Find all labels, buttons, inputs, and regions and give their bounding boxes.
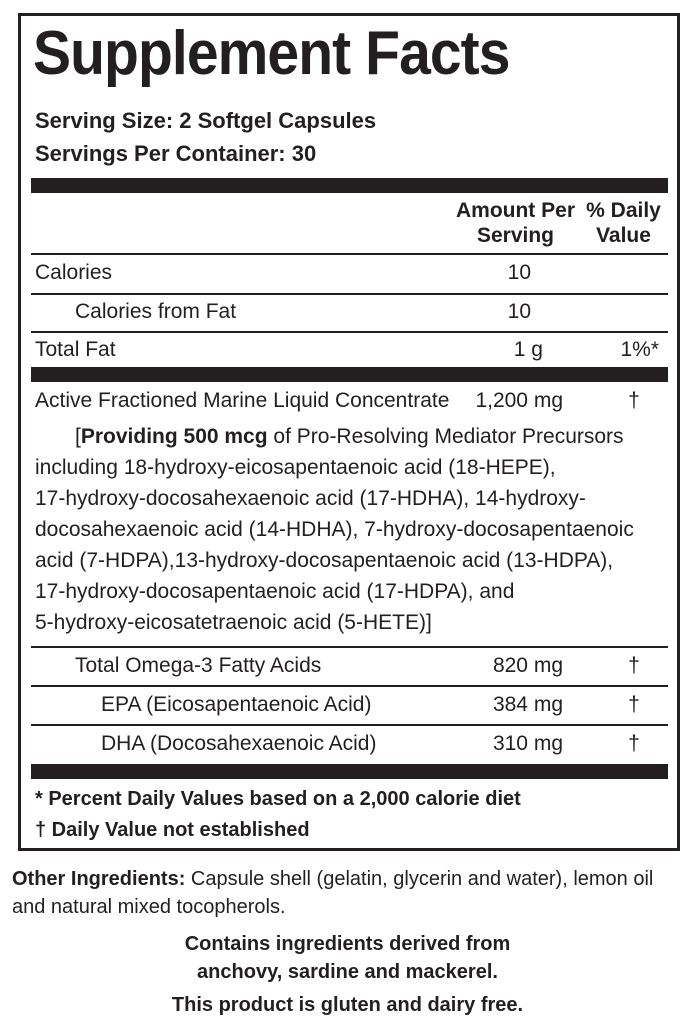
- precursor-line: 17-hydroxy-docosahexaenoic acid (17-HDHA), 14-hydroxy-: [35, 487, 586, 510]
- precursor-line: 5-hydroxy-eicosatetraenoic acid (5-HETE)]: [35, 611, 432, 634]
- allergen-line: anchovy, sardine and mackerel.: [197, 961, 498, 983]
- amount-header-line2: Serving: [476, 224, 555, 247]
- amount-header-line1: Amount Per: [455, 199, 575, 222]
- nutrient-label: DHA (Docosahexaenoic Acid): [101, 732, 377, 755]
- nutrient-label: Calories: [35, 261, 113, 284]
- providing-rest: of Pro-Resolving Mediator Precursors: [267, 425, 624, 448]
- precursor-line: [Providing 500 mcg of Pro-Resolving Mediator Precursors: [75, 425, 624, 448]
- precursor-line: docosahexaenoic acid (14-HDHA), 7-hydroxy-docosapentaenoic: [35, 518, 634, 541]
- nutrient-label: Total Fat: [35, 338, 116, 361]
- thick-divider: [31, 367, 668, 382]
- nutrient-dv: 1%*: [620, 338, 659, 361]
- precursor-line: 17-hydroxy-docosapentaenoic acid (17-HDPA), and: [35, 580, 515, 603]
- nutrient-dv: †: [628, 693, 640, 716]
- serving-size: Serving Size: 2 Softgel Capsules: [35, 108, 377, 133]
- thick-divider: [31, 764, 668, 779]
- other-ingredients: [12, 865, 684, 921]
- row-divider: [31, 331, 668, 333]
- dv-header-line2: Value: [596, 224, 651, 247]
- row-divider: [31, 685, 668, 687]
- other-ingredients-label: Other Ingredients:: [12, 868, 186, 890]
- row-divider: [31, 253, 668, 255]
- other-ingredients-text: Capsule shell (gelatin, glycerin and water), lemon oil and natural mixed tocopherols.: [12, 868, 654, 918]
- allergen-line: Contains ingredients derived from: [184, 933, 511, 955]
- nutrient-label: EPA (Eicosapentaenoic Acid): [101, 693, 372, 716]
- nutrient-amount: 310 mg: [492, 732, 563, 755]
- thick-divider: [31, 178, 668, 193]
- nutrient-amount: 384 mg: [492, 693, 563, 716]
- nutrient-amount: 10: [507, 300, 531, 323]
- footnote-daily-values: * Percent Daily Values based on a 2,000 calorie diet: [35, 788, 521, 810]
- footnote-not-established: † Daily Value not established: [35, 819, 310, 841]
- precursor-line: acid (7-HDPA),13-hydroxy-docosapentaenoic acid (13-HDPA),: [35, 549, 614, 572]
- panel-title: Supplement Facts: [33, 19, 510, 88]
- gluten-dairy-free-statement: This product is gluten and dairy free.: [171, 994, 524, 1016]
- daily-value-header: [581, 198, 666, 248]
- providing-bold: Providing 500 mcg: [80, 425, 268, 448]
- nutrient-label: Active Fractioned Marine Liquid Concentrate: [35, 389, 450, 412]
- nutrient-dv: †: [628, 654, 640, 677]
- nutrient-label: Calories from Fat: [75, 300, 237, 323]
- nutrient-amount: 1 g: [513, 338, 543, 361]
- nutrient-amount: 10: [507, 261, 531, 284]
- nutrient-dv: †: [628, 389, 640, 412]
- nutrient-label: Total Omega-3 Fatty Acids: [75, 654, 322, 677]
- nutrient-dv: †: [628, 732, 640, 755]
- amount-header: [453, 198, 578, 248]
- allergen-statement: [0, 930, 695, 986]
- supplement-facts-panel: [18, 13, 680, 851]
- row-divider: [31, 646, 668, 648]
- dv-header-line1: % Daily: [586, 199, 661, 222]
- servings-per-container: Servings Per Container: 30: [35, 141, 317, 166]
- row-divider: [31, 724, 668, 726]
- row-divider: [31, 293, 668, 295]
- nutrient-amount: 820 mg: [492, 654, 563, 677]
- precursor-description: [35, 421, 675, 638]
- nutrient-amount: 1,200 mg: [475, 389, 563, 412]
- precursor-line: including 18-hydroxy-eicosapentaenoic acid (18-HEPE),: [35, 456, 556, 479]
